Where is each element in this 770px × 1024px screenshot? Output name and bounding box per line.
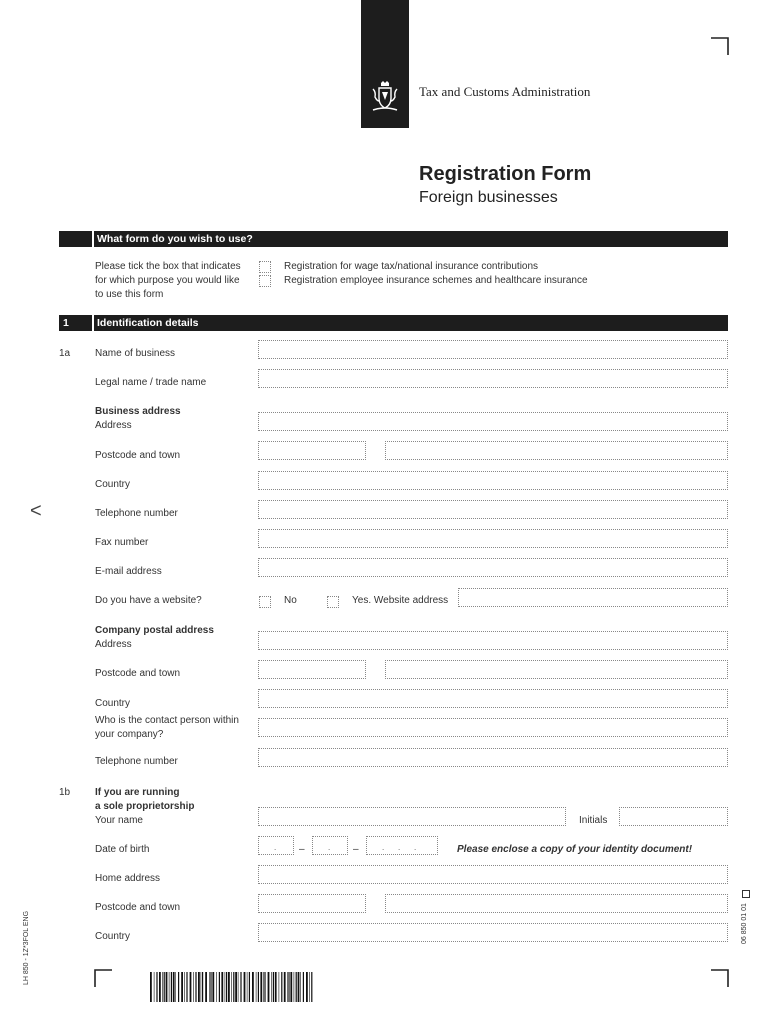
barcode-bar (268, 972, 270, 1002)
business-postcode-field[interactable] (258, 441, 366, 460)
dob-month-field[interactable]: . (312, 836, 348, 855)
country-label: Country (95, 479, 131, 490)
barcode-bar (287, 972, 288, 1002)
corner-mark-bottom-right (711, 969, 729, 987)
barcode-bar (249, 972, 250, 1002)
option-wage-tax: Registration for wage tax/national insurance contributions (284, 261, 539, 272)
barcode-bar (235, 972, 237, 1002)
contact-line: Who is the contact person within (95, 715, 239, 726)
barcode-bar (162, 972, 163, 1002)
telephone-field[interactable] (258, 500, 728, 519)
barcode-bar (288, 972, 289, 1002)
barcode-bar (271, 972, 272, 1002)
home-address-label: Home address (95, 873, 161, 884)
contact-person-question (95, 714, 239, 742)
barcode-bar (195, 972, 196, 1002)
barcode-bar (219, 972, 220, 1002)
dob-year-field[interactable]: . . . (366, 836, 438, 855)
barcode (150, 972, 314, 1002)
email-label: E-mail address (95, 566, 162, 577)
barcode-bar (193, 972, 194, 1002)
barcode-bar (159, 972, 161, 1002)
barcode-bar (184, 972, 185, 1002)
home-address-field[interactable] (258, 865, 728, 884)
postcode-town-label: Postcode and town (95, 450, 181, 461)
barcode-bar (252, 972, 254, 1002)
barcode-bar (279, 972, 280, 1002)
barcode-bar (209, 972, 210, 1002)
contact-phone-field[interactable] (258, 748, 728, 767)
barcode-bar (154, 972, 155, 1002)
subsection-1a: 1a (59, 348, 71, 359)
barcode-bar (166, 972, 168, 1002)
section-heading: Identification details (97, 317, 199, 329)
no-label: No (284, 595, 297, 606)
barcode-bar (205, 972, 207, 1002)
initials-field[interactable] (619, 807, 728, 826)
home-postcode-field[interactable] (258, 894, 366, 913)
bar-separator (92, 315, 94, 331)
barcode-bar (311, 972, 312, 1002)
address-label: Address (95, 420, 132, 431)
dob-day-field[interactable]: . (258, 836, 294, 855)
business-address-heading: Business address (95, 406, 181, 417)
barcode-bar (281, 972, 282, 1002)
enclose-id-note: Please enclose a copy of your identity document! (457, 844, 693, 855)
barcode-bar (178, 972, 179, 1002)
barcode-bar (238, 972, 239, 1002)
barcode-bar (221, 972, 223, 1002)
coat-of-arms-icon (370, 80, 400, 114)
barcode-bar (210, 972, 211, 1002)
sole-line: If you are running (95, 787, 180, 798)
barcode-bar (216, 972, 217, 1002)
contact-person-field[interactable] (258, 718, 728, 737)
website-address-field[interactable] (458, 588, 728, 607)
barcode-bar (164, 972, 165, 1002)
barcode-bar (173, 972, 175, 1002)
instruction-line: for which purpose you would like (95, 275, 240, 286)
barcode-bar (258, 972, 259, 1002)
barcode-bar (298, 972, 300, 1002)
home-postcode-label: Postcode and town (95, 902, 181, 913)
small-square-icon (742, 890, 750, 898)
logo-bar (361, 0, 409, 128)
form-code-right: 06 850 01 01 (741, 903, 748, 944)
barcode-bar (150, 972, 152, 1002)
website-question: Do you have a website? (95, 595, 202, 606)
contact-phone-label: Telephone number (95, 756, 178, 767)
business-address-field[interactable] (258, 412, 728, 431)
barcode-bar (284, 972, 286, 1002)
postal-country-field[interactable] (258, 689, 728, 708)
corner-mark-top-right (711, 37, 729, 55)
name-of-business-field[interactable] (258, 340, 728, 359)
postal-country-label: Country (95, 698, 131, 709)
barcode-bar (290, 972, 292, 1002)
barcode-bar (175, 972, 176, 1002)
barcode-bar (225, 972, 226, 1002)
barcode-bar (240, 972, 241, 1002)
barcode-bar (273, 972, 274, 1002)
barcode-bar (171, 972, 172, 1002)
agency-name: Tax and Customs Administration (419, 84, 591, 99)
barcode-bar (303, 972, 304, 1002)
section-heading: What form do you wish to use? (97, 233, 253, 245)
barcode-bar (260, 972, 262, 1002)
side-mark: < (30, 500, 42, 522)
your-name-label: Your name (95, 815, 143, 826)
section-bar-identification (59, 315, 728, 331)
home-country-label: Country (95, 931, 131, 942)
checkbox-wage-tax[interactable] (259, 261, 271, 273)
telephone-label: Telephone number (95, 508, 178, 519)
checkbox-no-website[interactable] (259, 596, 271, 608)
dob-dash: – (299, 844, 305, 855)
bar-separator (92, 231, 94, 247)
barcode-bar (256, 972, 257, 1002)
barcode-bar (201, 972, 202, 1002)
barcode-bar (300, 972, 301, 1002)
barcode-bar (233, 972, 234, 1002)
instruction-line: Please tick the box that indicates (95, 261, 241, 272)
postal-address-field[interactable] (258, 631, 728, 650)
barcode-bar (212, 972, 214, 1002)
barcode-bar (181, 972, 183, 1002)
barcode-bar (169, 972, 170, 1002)
section-number: 1 (63, 317, 69, 329)
form-title: Registration Form (419, 163, 592, 185)
dob-dash: – (353, 844, 359, 855)
fax-field[interactable] (258, 529, 728, 548)
postal-town-field[interactable] (385, 660, 728, 679)
postal-address-heading: Company postal address (95, 625, 214, 636)
legal-name-label: Legal name / trade name (95, 377, 207, 388)
barcode-bar (198, 972, 200, 1002)
instruction-line: to use this form (95, 289, 164, 300)
barcode-bar (275, 972, 277, 1002)
subsection-1b: 1b (59, 787, 71, 798)
checkbox-yes-website[interactable] (327, 596, 339, 608)
barcode-bar (244, 972, 246, 1002)
barcode-bar (186, 972, 187, 1002)
fax-label: Fax number (95, 537, 149, 548)
section-bar-form-choice (59, 231, 728, 247)
barcode-bar (294, 972, 295, 1002)
form-code-left: LH 850 - 1Z*3FOL ENG (23, 910, 30, 985)
barcode-bar (309, 972, 310, 1002)
sole-line: a sole proprietorship (95, 801, 195, 812)
barcode-bar (306, 972, 308, 1002)
barcode-bar (156, 972, 157, 1002)
name-of-business-label: Name of business (95, 348, 176, 359)
barcode-bar (263, 972, 264, 1002)
barcode-bar (228, 972, 230, 1002)
postal-address-label: Address (95, 639, 132, 650)
form-subtitle: Foreign businesses (419, 189, 558, 206)
checkbox-employee-insurance[interactable] (259, 275, 271, 287)
postal-postcode-label: Postcode and town (95, 668, 181, 679)
barcode-bar (231, 972, 232, 1002)
contact-line: your company? (95, 729, 164, 740)
form-choice-instruction (95, 260, 241, 302)
barcode-bar (190, 972, 192, 1002)
postal-postcode-field[interactable] (258, 660, 366, 679)
barcode-bar (264, 972, 265, 1002)
legal-name-field[interactable] (258, 369, 728, 388)
barcode-bar (247, 972, 248, 1002)
email-field[interactable] (258, 558, 728, 577)
home-country-field[interactable] (258, 923, 728, 942)
dob-label: Date of birth (95, 844, 150, 855)
barcode-bar (226, 972, 227, 1002)
corner-mark-bottom-left (94, 969, 112, 987)
business-country-field[interactable] (258, 471, 728, 490)
option-employee-insurance: Registration employee insurance schemes and healthcare insurance (284, 275, 588, 286)
your-name-field[interactable] (258, 807, 566, 826)
business-town-field[interactable] (385, 441, 728, 460)
barcode-bar (296, 972, 297, 1002)
sole-proprietorship-heading (95, 786, 194, 814)
initials-label: Initials (579, 815, 608, 826)
yes-website-label: Yes. Website address (352, 595, 449, 606)
barcode-bar (202, 972, 203, 1002)
home-town-field[interactable] (385, 894, 728, 913)
